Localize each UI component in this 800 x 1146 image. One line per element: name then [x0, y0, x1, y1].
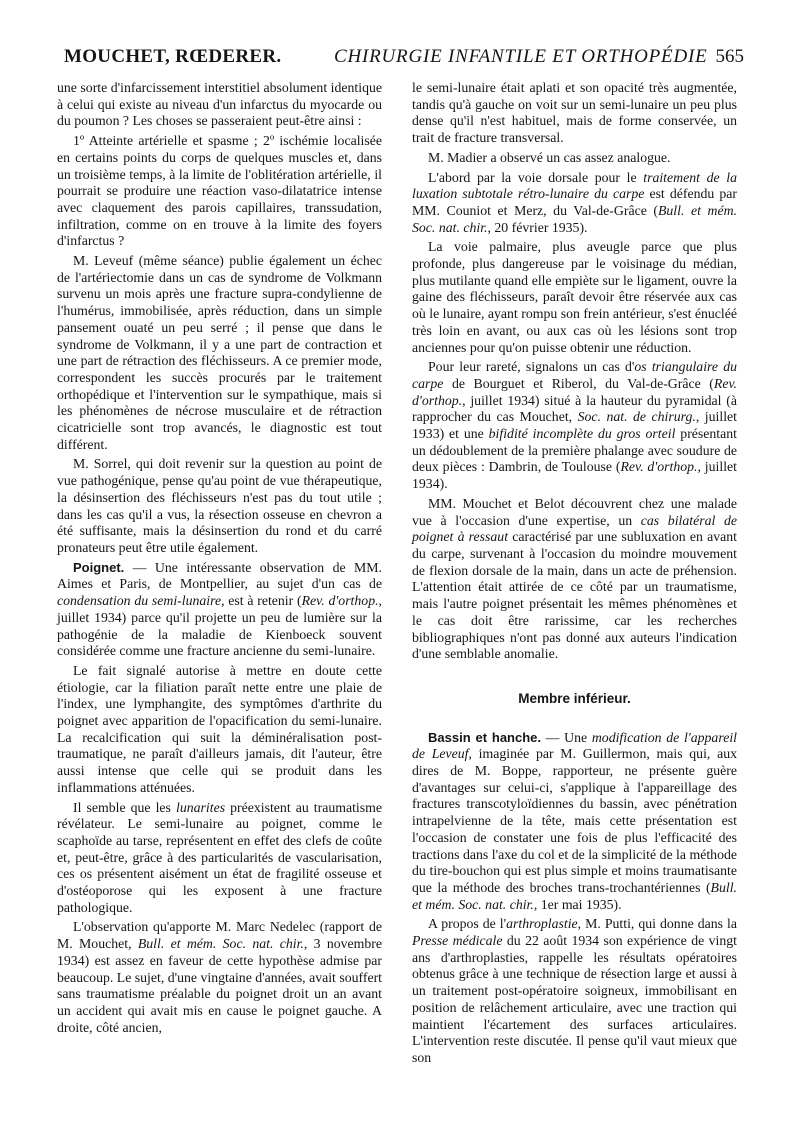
italic-span: Bull. et mém. Soc. nat. chir. — [412, 202, 737, 235]
right-column — [412, 80, 737, 1070]
text-span: MM. Mouchet et Belot découvrent chez une malade vue à l'occasion d'une expertise, un — [412, 495, 737, 528]
text-span: , M. Putti, qui donne dans la — [577, 916, 737, 932]
text-span: , imaginée par M. Guillermon, mais qui, aux dires de M. Boppe, rapporteur, ne présente guère d'avantages sur celui-ci, s'applique à l'appareillage des fractures transcotyloïdiennes du bassin, avec pénétration intrapelvienne de la tête, mais cette présentation est l'occasion de constater une fois de plus l'efficacité des tractions dans l'axe du col et de la simplicité de la méthode du tire-bouchon qui est plus simple et moins traumatisante que la méthode des broches trans-trochantériennes ( — [412, 746, 737, 895]
text-span: , juillet 1934) situé à la hauteur du pyramidal (à rapprocher du cas Mouchet, — [412, 392, 737, 425]
text-span: A propos de l' — [428, 916, 507, 932]
header-section-title: CHIRURGIE INFANTILE ET ORTHOPÉDIE — [334, 46, 708, 67]
text-span: présentant un dédoublement de la première phalange avec soudure de deux pièces : Dambrin, de Toulouse ( — [412, 426, 737, 475]
section-heading: Membre inférieur. — [518, 690, 631, 706]
italic-span: Rev. d'orthop. — [620, 459, 698, 475]
page-number: 565 — [715, 46, 744, 67]
text-span: , juillet 1934). — [412, 459, 737, 492]
italic-span: Presse médicale — [412, 933, 503, 949]
text-span: du 22 août 1934 son expérience de vingt ans d'arthroplasties, rappelle les résultats opératoires obtenus grâce à une technique de résection large et aussi à un traitement post-opératoire soigneux, immobilisant en position de relâchement articulaire, avec une traction qui maintient l'écartement des surfaces articulaires. L'intervention reste discutée. Il pense qu'il vaut mieux que son — [412, 933, 737, 1065]
text-span: Il semble que les — [73, 799, 176, 815]
paragraph: M. Madier a observé un cas assez analogue. — [428, 149, 671, 165]
text-span: , 3 novembre 1934) est assez en faveur de cette hypothèse admise par beaucoup. Le sujet, d'une vingtaine d'années, avait souffert sans traumatisme préalable du poignet droit un an avant un accident qui avait mis en cause le poignet gauche. A droite, côté ancien, — [57, 936, 383, 1035]
italic-span: Bull. et mém. Soc. nat. chir. — [412, 879, 737, 912]
running-header — [56, 46, 744, 72]
text-span: — Une — [541, 729, 592, 745]
italic-span: modification de l'appareil de Leveuf — [412, 729, 737, 762]
italic-span: cas bilatéral de poignet à ressaut — [412, 512, 737, 545]
italic-span: bifidité incomplète du gros orteil — [488, 426, 676, 442]
italic-span: lunarites — [176, 799, 226, 815]
text-span: , juillet 1933) et une — [412, 409, 737, 442]
text-span: , juillet 1934) parce qu'il projette un peu de lumière sur la pathogénie de la maladie de Kienboeck souvent considérée comme une fracture ancienne du semi-lunaire. — [57, 593, 382, 659]
text-span: caractérisé par une subluxation en avant du carpe, survenant à l'occasion du moindre mouvement de flexion dorsale de la main, dans un acte de préhension. L'attention était attirée de ce côté par un traumatisme, mais l'autre poignet présentait les mêmes phénomènes et le cas doit être rarissime, car les recherches bibliographiques n'ont pas donné aux auteurs l'indication d'une semblable anomalie. — [412, 529, 738, 662]
text-span: , 1er mai 1935). — [533, 896, 622, 912]
italic-span: Rev. d'orthop. — [412, 375, 737, 408]
paragraph — [57, 560, 382, 660]
text-span: est défendu par MM. Couniot et Merz, du Val-de-Grâce ( — [412, 186, 737, 218]
paragraph — [412, 496, 737, 663]
paragraph — [412, 730, 737, 914]
paragraph — [412, 170, 737, 237]
text-span: L'abord par la voie dorsale pour le — [428, 169, 644, 185]
paragraph: M. Sorrel, qui doit revenir sur la question au point de vue pathogénique, pense qu'au point de vue thérapeutique, la désinsertion des fléchisseurs n'est pas du tout utile ; dans les cas qu'il a vus, la résection osseuse en chevron a été suffisante, mais la désinsertion du rond et du carré pronateurs peut être utile également. — [57, 456, 382, 555]
paragraph — [412, 916, 737, 1066]
paragraph: M. Leveuf (même séance) publie également un échec de l'artériectomie dans un cas de syndrome de Volkmann survenu un mois après une fracture supra-condylienne de l'humérus, immobilisée, après réduction, dans un simple pansement ouaté un peu serré ; il pense que dans le syndrome de Volkmann, il y a une part de contraction et une part de rétraction des fléchisseurs. A ce premier mode, correspondent les succès procurés par le traitement orthopédique et l'intervention sur le sympathique, mais si les phénomènes de nécrose musculaire et de rétraction cicatricielle sont trop avancés, le diagnostic est tout différent. — [57, 253, 382, 452]
header-authors: MOUCHET, RŒDERER. — [64, 46, 282, 67]
text-span: préexistent au traumatisme révélateur. Le semi-lunaire au poignet, comme le scaphoïde au tarse, représentent en effet des clefs de coûte et, peut-être, grâce à des particularités de vascularisation, ces os présentent aisément un état de fragilité osseuse et d'ostéoporose qui les exposent à une fracture pathologique. — [57, 799, 382, 915]
paragraph — [57, 800, 382, 917]
runin-heading-poignet: Poignet. — [73, 559, 125, 575]
text-span: — Une intéressante observation de MM. Aimes et Paris, de Montpellier, au sujet d'un cas de — [57, 559, 382, 592]
text-span: L'observation qu'apporte M. Marc Nedelec (rapport de M. Mouchet, — [57, 919, 382, 952]
paragraph: une sorte d'infarcissement interstitiel absolument identique à celui qui existe au niveau d'un infarctus du myocarde ou du poumon ? Les choses se passeraient peut-être ainsi : — [57, 80, 382, 129]
italic-span: Bull. et mém. Soc. nat. chir. — [137, 936, 304, 952]
paragraph: La voie palmaire, plus aveugle parce que plus profonde, plus dangereuse par le voisinage du médian, plus mutilante quand elle empiète sur le ligament, ouvre la gaine des fléchisseurs, paraît devoir être réservée aux cas où le lunaire, ayant rompu son frein antérieur, s'est énucléé très loin en avant, ou aux cas où les lésions sont trop anciennes pour qu'on puisse obtenir une réduction. — [412, 239, 737, 355]
left-column — [57, 80, 382, 1039]
text-span: , est à retenir ( — [221, 593, 302, 609]
text-span: , 20 février 1935). — [487, 219, 588, 235]
italic-span: traitement de la luxation subtotale rétro-lunaire du carpe — [412, 169, 737, 202]
text-span: Pour leur rareté, signalons un cas d' — [428, 359, 635, 375]
italic-span: condensation du semi-lunaire — [57, 593, 222, 609]
paragraph: 1º Atteinte artérielle et spasme ; 2º ischémie localisée en certains points du corps de quelques muscles et, dans un troisième temps, à la limite de l'oblitération artérielle, il pourrait se produire une réaction vaso-dilatatrice intense avec claquement des parois capillaires, transsudation, infiltration, comme on en trouve à la limite des foyers d'infarctus ? — [57, 133, 382, 249]
italic-span: arthroplastie — [506, 916, 578, 932]
paragraph — [57, 919, 382, 1036]
italic-span: Soc. nat. de chirurg. — [577, 409, 696, 425]
italic-span: Rev. d'orthop. — [301, 593, 379, 609]
runin-heading-bassin: Bassin et hanche. — [428, 729, 541, 745]
italic-span: os triangulaire du carpe — [412, 359, 737, 391]
paragraph: Le fait signalé autorise à mettre en doute cette étiologie, car la filiation paraît nette entre une plaie de l'index, une lymphangite, des symptômes d'arthrite du poignet avec apparition de l'opacification du semi-lunaire. La recalcification qui suit la déminéralisation post-traumatique, ne paraît d'ailleurs jamais, dit l'auteur, être aussi intense que celle qui se produit dans les inflammations atténuées. — [57, 662, 382, 795]
paragraph: le semi-lunaire était aplati et son opacité très augmentée, tandis qu'à gauche on voit sur un semi-lunaire un peu plus dense qu'il n'est habituel, mais de forme conservée, un trait de fracture transversal. — [412, 80, 737, 146]
text-span: de Bourguet et Riberol, du Val-de-Grâce ( — [443, 375, 714, 391]
paragraph — [412, 359, 737, 493]
